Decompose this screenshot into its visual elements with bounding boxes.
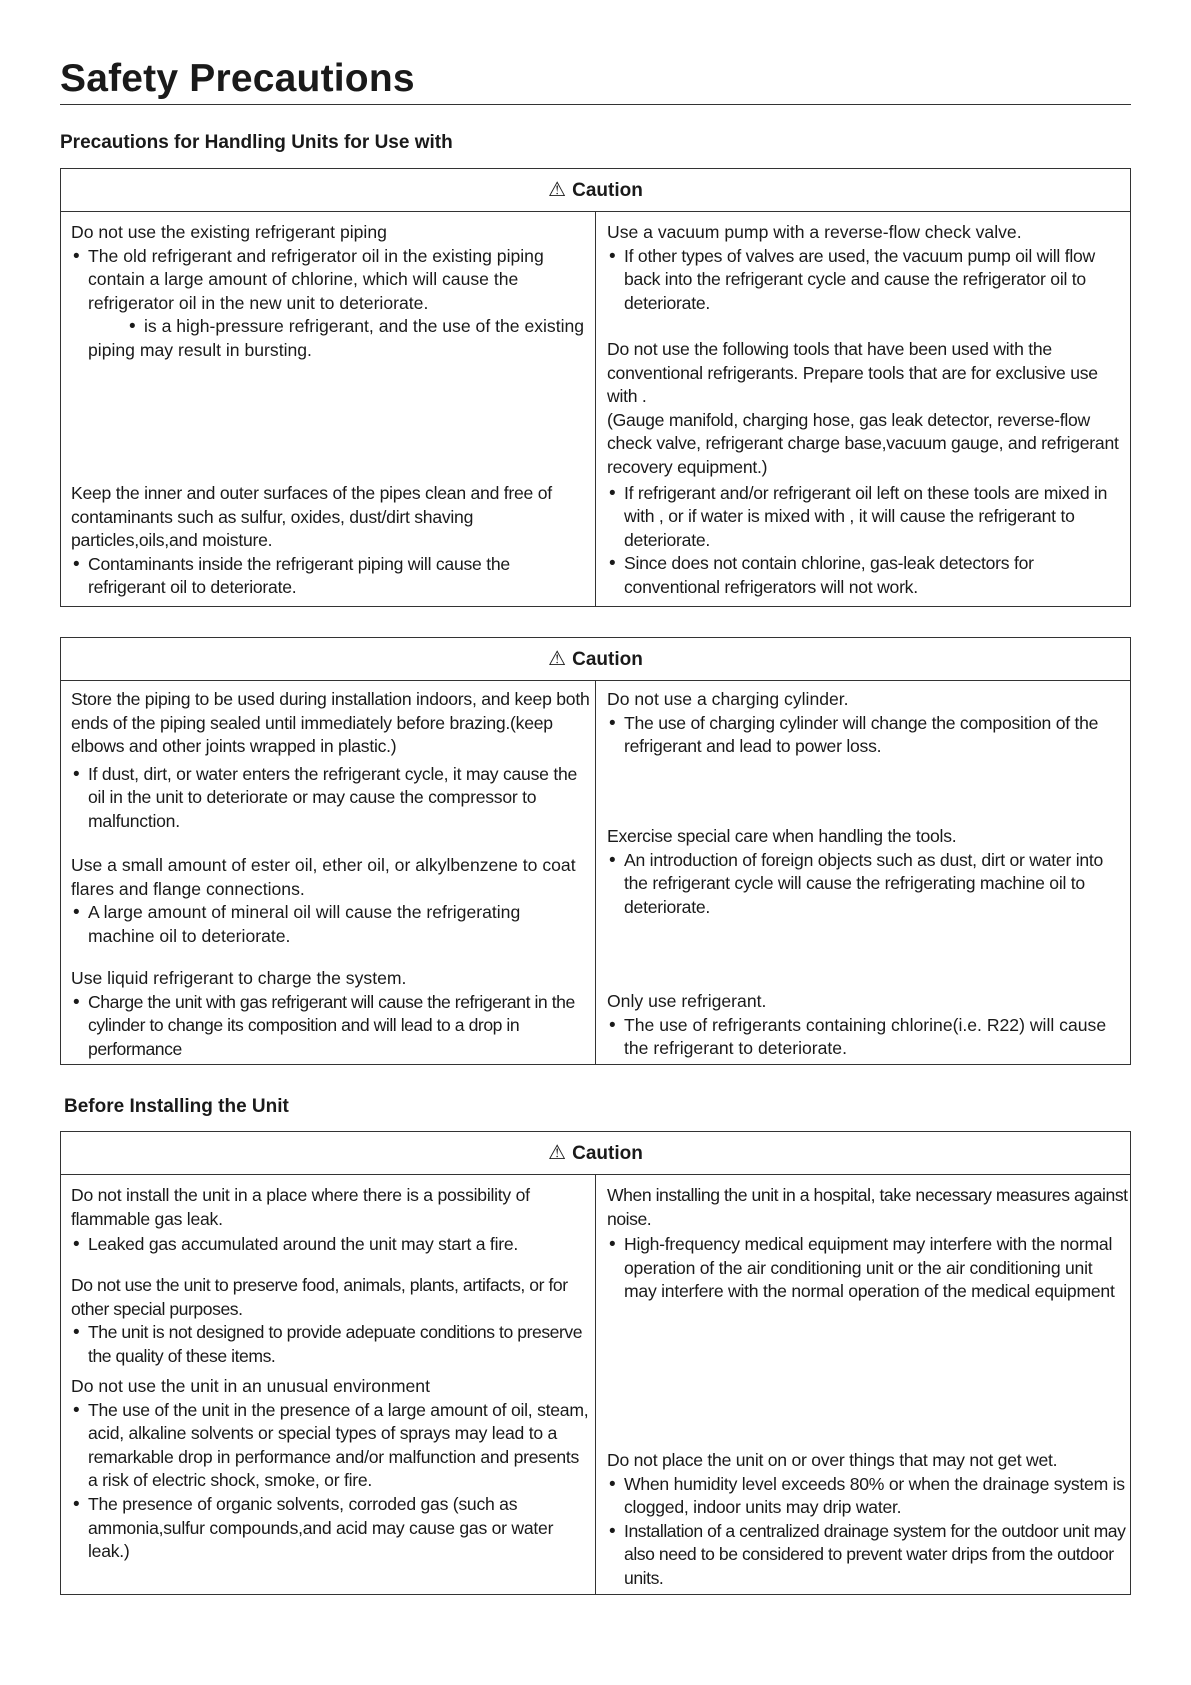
precaution-item [71,221,591,363]
precaution-heading: Do not use a charging cylinder. [607,689,849,709]
precaution-bullet: • is a high-pressure refrigerant, and the use of the existing piping may result in bursting. [71,315,591,362]
precaution-bullet: • The use of refrigerants containing chlorine(i.e. R22) will cause the refrigerant to deteriorate. [607,1014,1128,1061]
precaution-heading: Do not use the unit to preserve food, animals, plants, artifacts, or for other special purposes. [71,1275,568,1319]
right-column [596,1175,1130,1594]
caution-box-1 [60,168,1131,607]
warning-triangle-icon: ⚠ [548,179,567,201]
precaution-bullet: • The use of charging cylinder will change the composition of the refrigerant and lead to power loss. [607,712,1128,759]
caution-header [61,169,1130,212]
precaution-heading: Store the piping to be used during installation indoors, and keep both ends of the piping sealed until immediately before brazing.(keep elbows and other joints wrapped in plastic.) [71,689,590,757]
precaution-heading: Do not place the unit on or over things that may not get wet. [607,1450,1058,1470]
precaution-bullet: • If dust, dirt, or water enters the refrigerant cycle, it may cause the oil in the unit to deteriorate or may cause the compressor to malfunction. [71,763,591,834]
left-column [61,1175,596,1594]
caution-box-2 [60,637,1131,1065]
precaution-bullet: • If other types of valves are used, the vacuum pump oil will flow back into the refrigerant cycle and cause the refrigerator oil to deteriorate. [607,245,1128,316]
section-heading-handling: Precautions for Handling Units for Use with [60,132,453,153]
precaution-item [71,482,591,600]
left-column [61,212,596,606]
precaution-item [71,854,591,948]
precaution-item [607,825,1128,919]
caution-box-3 [60,1131,1131,1595]
precaution-heading: Exercise special care when handling the tools. [607,826,957,846]
precaution-heading: When installing the unit in a hospital, take necessary measures against noise. [607,1185,1128,1229]
caution-label: Caution [572,1143,643,1164]
precaution-item [607,1449,1128,1591]
precaution-item [71,1184,591,1257]
precaution-bullet: • High-frequency medical equipment may interfere with the normal operation of the air conditioning unit or the air conditioning unit may interfere with the normal operation of the medical equipment [607,1233,1128,1304]
caution-body [61,1175,1130,1594]
precaution-item [607,990,1128,1061]
precaution-heading: Do not use the following tools that have been used with the conventional refrigerants. Prepare tools that are for exclusive use with . [607,339,1098,407]
precaution-bullet: • If refrigerant and/or refrigerant oil left on these tools are mixed in with , or if water is mixed with , it will cause the refrigerant to deteriorate. [607,482,1128,553]
caution-body [61,681,1130,1064]
precaution-heading: Do not use the unit in an unusual environment [71,1376,430,1396]
precaution-heading: Use a vacuum pump with a reverse-flow check valve. [607,222,1022,242]
precaution-item [607,1184,1128,1304]
left-column [61,681,596,1064]
precaution-note: (Gauge manifold, charging hose, gas leak detector, reverse-flow check valve, refrigerant charge base,vacuum gauge, and refrigerant recovery equipment.) [607,409,1119,477]
precaution-bullet: • Since does not contain chlorine, gas-leak detectors for conventional refrigerators will not work. [607,552,1128,599]
precaution-bullet: • The presence of organic solvents, corroded gas (such as ammonia,sulfur compounds,and acid may cause gas or water leak.) [71,1493,591,1564]
precaution-bullet: • The use of the unit in the presence of a large amount of oil, steam, acid, alkaline solvents or special types of sprays may lead to a remarkable drop in performance and/or malfunction and presents a risk of electric shock, smoke, or fire. [71,1399,591,1493]
precaution-bullet: • Leaked gas accumulated around the unit may start a fire. [71,1233,591,1257]
precaution-item [71,688,591,834]
precaution-item [607,688,1128,759]
section-heading-before-installing: Before Installing the Unit [64,1096,289,1117]
title-rule [60,104,1131,105]
page-title: Safety Precautions [60,57,415,100]
precaution-item [607,221,1128,315]
precaution-item [71,967,591,1061]
right-column [596,212,1130,606]
caution-header [61,638,1130,681]
warning-triangle-icon: ⚠ [548,648,567,670]
caution-label: Caution [572,180,643,201]
precaution-bullet: • Contaminants inside the refrigerant piping will cause the refrigerant oil to deteriorate. [71,553,591,600]
precaution-bullet: • A large amount of mineral oil will cause the refrigerating machine oil to deteriorate. [71,901,591,948]
precaution-heading: Use a small amount of ester oil, ether oil, or alkylbenzene to coat flares and flange connections. [71,855,576,899]
warning-triangle-icon: ⚠ [548,1142,567,1164]
precaution-heading: Use liquid refrigerant to charge the system. [71,968,407,988]
precaution-heading: Only use refrigerant. [607,991,767,1011]
precaution-heading: Keep the inner and outer surfaces of the pipes clean and free of contaminants such as sulfur, oxides, dust/dirt shaving particles,oils,and moisture. [71,483,552,551]
precaution-item [71,1375,591,1564]
precaution-bullet: • The old refrigerant and refrigerator oil in the existing piping contain a large amount of chlorine, which will cause the refrigerator oil in the new unit to deteriorate. [71,245,591,316]
precaution-bullet: • Installation of a centralized drainage system for the outdoor unit may also need to be considered to prevent water drips from the outdoor units. [607,1520,1128,1591]
precaution-item [71,1274,591,1368]
caution-label: Caution [572,649,643,670]
precaution-bullet: • An introduction of foreign objects such as dust, dirt or water into the refrigerant cycle will cause the refrigerating machine oil to deteriorate. [607,849,1128,920]
precaution-bullet: • When humidity level exceeds 80% or when the drainage system is clogged, indoor units may drip water. [607,1473,1128,1520]
precaution-item [607,338,1128,600]
precaution-bullet: • The unit is not designed to provide adepuate conditions to preserve the quality of these items. [71,1321,591,1368]
precaution-heading: Do not install the unit in a place where there is a possibility of flammable gas leak. [71,1185,530,1229]
caution-header [61,1132,1130,1175]
caution-body [61,212,1130,606]
precaution-heading: Do not use the existing refrigerant piping [71,222,387,242]
precaution-bullet: • Charge the unit with gas refrigerant will cause the refrigerant in the cylinder to change its composition and will lead to a drop in performance [71,991,591,1062]
right-column [596,681,1130,1064]
